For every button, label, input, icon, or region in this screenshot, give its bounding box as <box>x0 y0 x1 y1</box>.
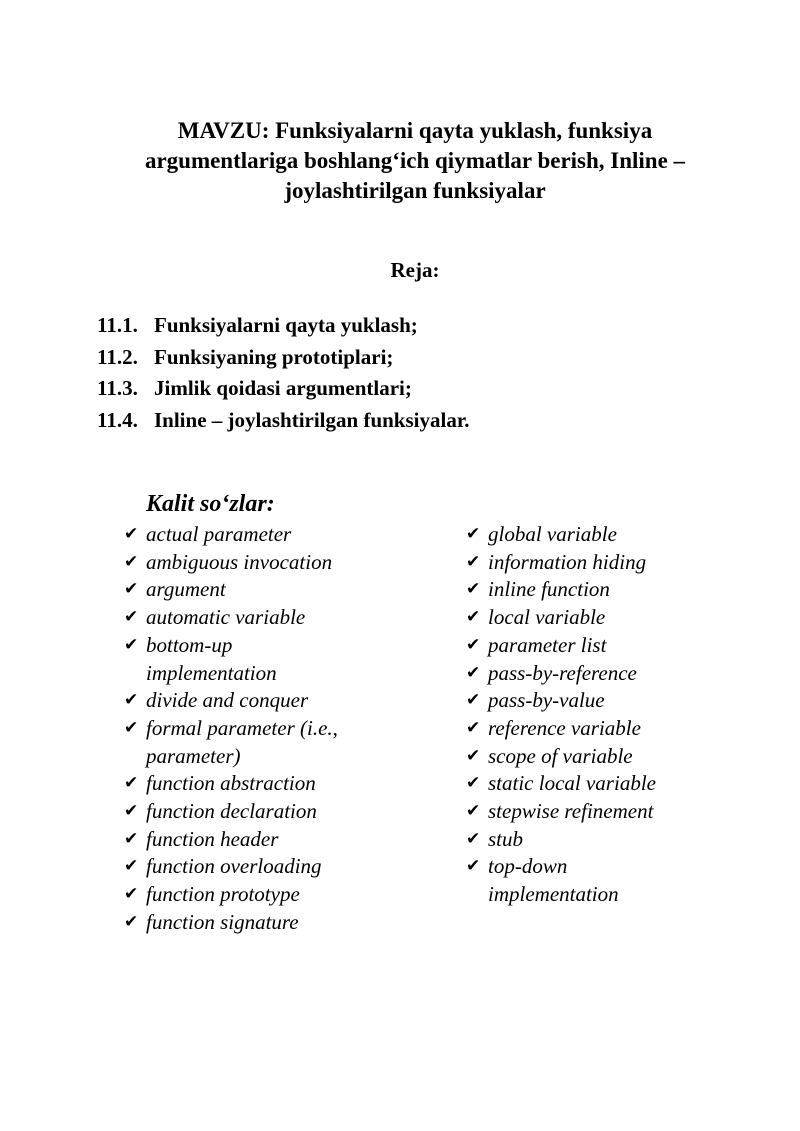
keyword-text: reference variable <box>488 715 641 740</box>
plan-item-text: Jimlik qoidasi argumentlari; <box>154 376 412 400</box>
keyword-item <box>466 576 786 604</box>
check-mark-icon: ✔ <box>466 551 481 572</box>
keyword-text: bottom-up <box>146 632 233 657</box>
plan-list <box>97 310 469 436</box>
check-mark-icon: ✔ <box>124 579 139 600</box>
check-mark-icon: ✔ <box>124 911 139 932</box>
plan-item-number: 11.2. <box>97 344 138 369</box>
keyword-item <box>466 826 786 854</box>
check-mark-icon: ✔ <box>466 856 481 877</box>
keyword-text: actual parameter <box>146 522 292 546</box>
check-mark-icon: ✔ <box>124 828 139 849</box>
keyword-item <box>124 770 454 798</box>
title-line-3: joylashtirilgan funksiyalar <box>284 178 546 203</box>
keyword-item <box>124 881 454 909</box>
keywords-left-column <box>124 521 454 937</box>
plan-item-text: Funksiyalarni qayta yuklash; <box>154 313 418 337</box>
keyword-item <box>124 909 454 937</box>
keyword-text: function overloading <box>146 854 322 879</box>
check-mark-icon: ✔ <box>124 801 139 822</box>
keyword-text: automatic variable <box>146 605 306 630</box>
keyword-text: local variable <box>488 605 606 630</box>
check-mark-icon: ✔ <box>124 607 139 628</box>
keywords-right-column <box>466 521 786 909</box>
plan-heading: Reja: <box>390 258 440 282</box>
keyword-item <box>124 853 454 881</box>
check-mark-icon: ✔ <box>466 524 481 544</box>
keyword-text: argument <box>146 577 226 602</box>
plan-item <box>97 310 469 342</box>
keyword-item <box>466 743 786 771</box>
keyword-item <box>466 715 786 743</box>
check-mark-icon: ✔ <box>466 828 481 849</box>
keyword-text: function declaration <box>146 799 317 824</box>
title-line-1: MAVZU: Funksiyalarni qayta yuklash, funksiya <box>177 118 653 143</box>
check-mark-icon: ✔ <box>466 773 481 794</box>
keyword-item <box>466 770 786 798</box>
keyword-text: ambiguous invocation <box>146 549 333 574</box>
keywords-heading: Kalit so‘zlar: <box>146 491 275 517</box>
check-mark-icon: ✔ <box>124 551 139 572</box>
check-mark-icon: ✔ <box>466 690 481 711</box>
page-title <box>90 116 740 206</box>
check-mark-icon: ✔ <box>124 524 139 544</box>
keyword-text: divide and conquer <box>146 688 309 713</box>
plan-item-number: 11.4. <box>97 407 138 432</box>
keyword-text: function header <box>146 826 279 851</box>
keyword-text: pass-by-reference <box>488 660 637 685</box>
keyword-text: information hiding <box>488 549 647 574</box>
check-mark-icon: ✔ <box>124 773 139 794</box>
keyword-text: static local variable <box>488 771 656 796</box>
keyword-item <box>124 798 454 826</box>
check-mark-icon: ✔ <box>466 634 481 655</box>
plan-item-number: 11.3. <box>97 376 138 400</box>
keyword-item <box>124 604 454 632</box>
plan-item <box>97 405 469 437</box>
check-mark-icon: ✔ <box>466 801 481 822</box>
keyword-text: top-down <box>488 854 568 879</box>
keyword-text: function abstraction <box>146 771 316 796</box>
keyword-item <box>124 826 454 854</box>
keyword-text: stepwise refinement <box>488 799 654 824</box>
keyword-text: implementation <box>146 660 277 685</box>
keyword-item <box>124 521 454 549</box>
keyword-item <box>124 632 454 687</box>
plan-item-text: Inline – joylashtirilgan funksiyalar. <box>154 407 470 432</box>
keyword-text: formal parameter (i.e., <box>146 715 338 740</box>
keyword-item <box>466 604 786 632</box>
check-mark-icon: ✔ <box>466 579 481 600</box>
check-mark-icon: ✔ <box>124 634 139 655</box>
keyword-item <box>124 549 454 577</box>
check-mark-icon: ✔ <box>466 607 481 628</box>
keyword-text: function prototype <box>146 882 300 907</box>
keyword-item <box>466 549 786 577</box>
keyword-item <box>466 798 786 826</box>
keyword-item <box>124 687 454 715</box>
check-mark-icon: ✔ <box>466 717 481 738</box>
plan-item-text: Funksiyaning prototiplari; <box>154 344 394 369</box>
check-mark-icon: ✔ <box>124 884 139 905</box>
check-mark-icon: ✔ <box>124 856 139 877</box>
keyword-item <box>466 521 786 549</box>
keyword-text: inline function <box>488 577 610 602</box>
keyword-text: stub <box>488 826 524 851</box>
keyword-item <box>124 576 454 604</box>
keyword-text: parameter list <box>488 632 607 657</box>
keyword-text: global variable <box>488 522 617 546</box>
keyword-item <box>466 687 786 715</box>
check-mark-icon: ✔ <box>124 690 139 711</box>
check-mark-icon: ✔ <box>466 745 481 766</box>
plan-item-number: 11.1. <box>97 313 138 337</box>
keyword-item <box>466 632 786 660</box>
keyword-item <box>466 853 786 908</box>
keyword-text: implementation <box>488 882 619 907</box>
plan-item <box>97 373 469 405</box>
keyword-text: parameter) <box>146 743 241 768</box>
keyword-item <box>466 660 786 688</box>
title-line-2: argumentlariga boshlang‘ich qiymatlar berish, Inline – <box>144 148 686 173</box>
keyword-text: function signature <box>146 909 299 934</box>
plan-item <box>97 342 469 374</box>
keyword-item <box>124 715 454 770</box>
check-mark-icon: ✔ <box>124 717 139 738</box>
keyword-text: scope of variable <box>488 743 633 768</box>
check-mark-icon: ✔ <box>466 662 481 683</box>
keyword-text: pass-by-value <box>488 688 605 713</box>
